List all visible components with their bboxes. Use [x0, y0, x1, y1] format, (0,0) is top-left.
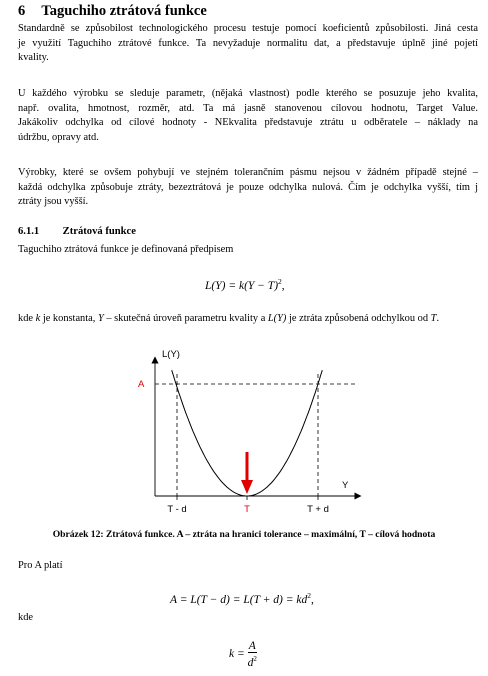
definition-text	[18, 313, 439, 324]
paragraph-1-line: kvality.	[18, 52, 49, 64]
paragraph-2-line: Jakákoliv odchylka od cílové hodnoty - NEkvalita představuje ztrátu u odběratele – náklady na	[18, 117, 478, 129]
x-tick-target: T	[244, 504, 250, 515]
paragraph-2-line: U každého výrobku se sleduje parametr, (nějaká vlastnost) podle kterého se posuzuje jeho kvalita,	[18, 88, 478, 99]
definition-part: .	[436, 313, 440, 324]
paragraph-3	[18, 166, 478, 210]
paragraph-2	[18, 87, 478, 145]
loss-formula-exponent: 2	[278, 277, 282, 286]
definition-part: – skutečná úroveň parametru kvality a	[103, 313, 268, 324]
definition-part: je ztráta způsobená odchylkou od	[286, 313, 431, 324]
symbol-ly: L(Y)	[267, 313, 287, 324]
k-denominator-exponent: 2	[253, 655, 257, 663]
kde-text: kde	[18, 612, 34, 623]
k-fraction-numerator: A	[248, 640, 256, 652]
paragraph-3-line: ztráty jsou vyšší.	[18, 196, 89, 208]
k-formula-lhs: k =	[229, 648, 245, 661]
target-arrow-head	[241, 480, 253, 494]
a-formula-body: A = L(T − d) = L(T + d) = kd	[170, 593, 308, 606]
loss-formula-comma: ,	[281, 279, 285, 292]
section-number: 6	[18, 3, 26, 19]
section-heading	[18, 3, 207, 20]
definition-part: kde	[18, 313, 36, 324]
pro-a-text: Pro A platí	[18, 560, 63, 571]
x-tick-lower: T - d	[167, 504, 187, 515]
paragraph-3-line: každá odchylka způsobuje ztráty, bezeztrátová je pouze odchylka nulová. Čím je odchylka vyšší, tím j	[18, 181, 478, 193]
symbol-t: T	[430, 313, 437, 324]
figure-caption: Obrázek 12: Ztrátová funkce. A – ztráta na hranici tolerance – maximální, T – cílová hodnota	[52, 529, 436, 540]
symbol-y: Y	[97, 313, 104, 324]
a-formula	[170, 591, 314, 606]
paragraph-1-line: Standardně se způsobilost technologického procesu testuje pomocí koeficientů způsobilosti. Jiná cesta	[18, 23, 478, 34]
a-formula-exponent: 2	[307, 591, 311, 600]
k-denominator-base: d	[247, 656, 254, 669]
subsection-title: Ztrátová funkce	[62, 226, 136, 237]
x-axis-label: Y	[342, 480, 349, 491]
definition-part: je konstanta,	[40, 313, 98, 324]
y-tick-A: A	[138, 379, 145, 390]
paragraph-3-line: Výrobky, které se ovšem pohybují ve stejném tolerančním pásmu nejsou v žádném případě stejné –	[18, 167, 478, 178]
a-formula-comma: ,	[310, 593, 314, 606]
loss-function-chart	[120, 346, 370, 522]
k-formula	[229, 640, 257, 669]
subsection-heading	[18, 226, 136, 237]
loss-formula-rhs: k(Y − T)	[238, 279, 279, 292]
k-fraction-denominator	[248, 653, 257, 669]
symbol-k: k	[35, 313, 41, 324]
subsection-number: 6.1.1	[18, 226, 40, 237]
paragraph-2-line: např. ovalita, hmotnost, rozměr, atd. Ta má jasně stanovenou cílovou hodnotu, Target Value.	[18, 102, 478, 114]
loss-formula-lhs: L(Y)	[205, 279, 226, 292]
paragraph-2-line: údržbu, opravy atd.	[18, 131, 99, 143]
y-axis-label: L(Y)	[162, 349, 180, 360]
intro-text: Taguchiho ztrátová funkce je definovaná předpisem	[18, 244, 234, 255]
section-title: Taguchiho ztrátová funkce	[41, 3, 207, 19]
k-fraction	[248, 640, 257, 669]
paragraph-1	[18, 22, 478, 66]
paragraph-1-line: je využití Taguchiho ztrátové funkce. Ta nevyžaduje normalitu dat, a představuje úplně jiné pojetí	[18, 37, 478, 49]
x-tick-upper: T + d	[307, 504, 329, 515]
loss-formula: $L(Y) = k(Y - T)^2$,	[205, 277, 285, 292]
